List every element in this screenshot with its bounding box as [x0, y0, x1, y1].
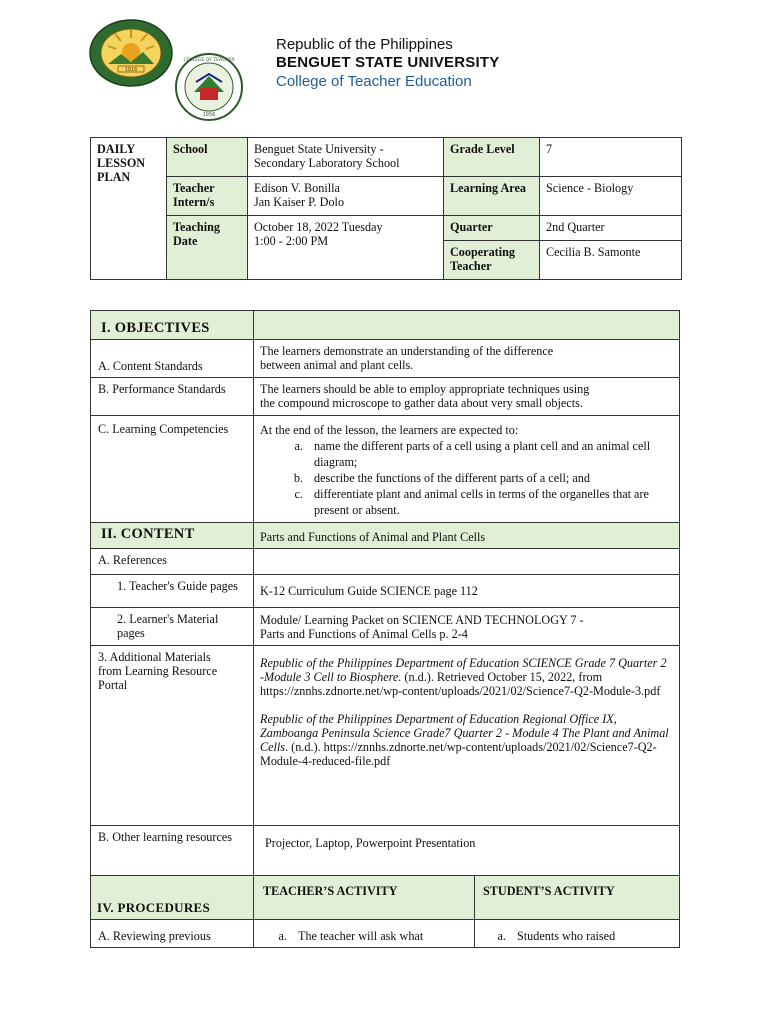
teacher-activity-item: a. The teacher will ask what — [290, 929, 468, 943]
other-resources-value: Projector, Laptop, Powerpoint Presentation — [254, 826, 680, 876]
additional-materials-value — [254, 646, 680, 826]
teachers-guide-value: K-12 Curriculum Guide SCIENCE page 112 — [254, 575, 680, 608]
learning-area-label: Learning Area — [444, 177, 540, 216]
objectives-heading: I. OBJECTIVES — [91, 311, 254, 340]
competency-item: a. name the different parts of a cell using a plant cell and an animal cell diagram; — [306, 438, 673, 470]
teaching-date-line-1: October 18, 2022 Tuesday — [254, 220, 383, 234]
lesson-plan-table — [90, 310, 680, 948]
references-blank — [254, 549, 680, 575]
citation-2-source: . (n.d.). https://znnhs.zdnorte.net/wp-content/uploads/2021/02/Science7-Q2-Module-4-reduced-file.pdf — [260, 740, 657, 768]
performance-standards-line-2: the compound microscope to gather data about very small objects. — [260, 396, 583, 410]
republic-heading: Republic of the Philippines — [276, 36, 453, 53]
teacher-intern-2: Jan Kaiser P. Dolo — [254, 195, 345, 209]
learners-material-line-1: Module/ Learning Packet on SCIENCE AND TECHNOLOGY 7 - — [260, 613, 584, 627]
cooperating-teacher-label: Cooperating Teacher — [444, 241, 540, 280]
grade-level-value: 7 — [540, 138, 682, 177]
citation-2 — [260, 712, 673, 768]
daily-lesson-plan-label: DAILY LESSON PLAN — [91, 138, 167, 280]
learning-competencies-label: C. Learning Competencies — [91, 416, 254, 523]
procedures-heading: IV. PROCEDURES — [91, 876, 254, 920]
citation-2-title: Republic of the Philippines Department of Education Regional Office IX, Zamboanga Peninsula Science Grade7 Quarter 2 - Module 4 The Plant and Animal Cells — [260, 712, 669, 754]
references-label: A. References — [91, 549, 254, 575]
additional-materials-label: 3. Additional Materials from Learning Resource Portal — [91, 646, 254, 826]
learning-area-value: Science - Biology — [540, 177, 682, 216]
performance-standards-label: B. Performance Standards — [91, 378, 254, 416]
performance-standards-line-1: The learners should be able to employ appropriate techniques using — [260, 382, 590, 396]
school-line-2: Secondary Laboratory School — [254, 156, 400, 170]
teachers-guide-label: 1. Teacher's Guide pages — [91, 575, 254, 608]
content-standards-value — [254, 340, 680, 378]
college-of-teacher-education-seal — [166, 52, 252, 122]
competency-item: c. differentiate plant and animal cells in terms of the organelles that are present or absent. — [306, 486, 673, 518]
competencies-intro: At the end of the lesson, the learners are expected to: — [260, 423, 519, 437]
benguet-state-university-seal — [88, 18, 174, 88]
university-name: BENGUET STATE UNIVERSITY — [276, 54, 500, 71]
learning-competencies-value — [254, 416, 680, 523]
svg-text:COLLEGE OF TEACHER: COLLEGE OF TEACHER — [183, 58, 235, 63]
reviewing-teacher-activity — [254, 920, 475, 948]
school-line-1: Benguet State University - — [254, 142, 384, 156]
svg-text:1956: 1956 — [202, 112, 216, 118]
content-standards-line-1: The learners demonstrate an understanding of the difference — [260, 344, 554, 358]
performance-standards-value — [254, 378, 680, 416]
teaching-date-label: Teaching Date — [167, 216, 248, 280]
content-standards-label: A. Content Standards — [91, 340, 254, 378]
teacher-intern-label: Teacher Intern/s — [167, 177, 248, 216]
citation-1 — [260, 656, 673, 698]
reviewing-previous-label: A. Reviewing previous — [91, 920, 254, 948]
learners-material-label: 2. Learner's Material pages — [91, 608, 254, 646]
citation-1-title: Republic of the Philippines Department of Education SCIENCE Grade 7 Quarter 2 -Module 3 Cell to Biosphere. — [260, 656, 667, 684]
college-name: College of Teacher Education — [276, 73, 472, 90]
teacher-intern-value — [248, 177, 444, 216]
learners-material-line-2: Parts and Functions of Animal Cells p. 2-4 — [260, 627, 468, 641]
objectives-heading-blank — [254, 311, 680, 340]
school-value — [248, 138, 444, 177]
cooperating-teacher-value: Cecilia B. Samonte — [540, 241, 682, 280]
student-activity-item: a. Students who raised — [509, 929, 673, 943]
teacher-activity-header: TEACHER’S ACTIVITY — [254, 876, 475, 920]
svg-text:1916: 1916 — [124, 67, 138, 73]
teaching-date-line-2: 1:00 - 2:00 PM — [254, 234, 329, 248]
student-activity-header: STUDENT’S ACTIVITY — [475, 876, 680, 920]
teacher-intern-1: Edison V. Bonilla — [254, 181, 340, 195]
quarter-label: Quarter — [444, 216, 540, 241]
content-topic: Parts and Functions of Animal and Plant Cells — [254, 523, 680, 549]
content-heading: II. CONTENT — [91, 523, 254, 549]
content-standards-line-2: between animal and plant cells. — [260, 358, 414, 372]
competency-item: b. describe the functions of the different parts of a cell; and — [306, 470, 673, 486]
lesson-info-table — [90, 137, 682, 280]
citation-1-source: (n.d.). Retrieved October 15, 2022, from https://znnhs.zdnorte.net/wp-content/uploads/2021/02/Science7-Q2-Module-3.pdf — [260, 670, 661, 698]
quarter-value: 2nd Quarter — [540, 216, 682, 241]
learners-material-value — [254, 608, 680, 646]
other-resources-label: B. Other learning resources — [91, 826, 254, 876]
teaching-date-value — [248, 216, 444, 280]
school-label: School — [167, 138, 248, 177]
competencies-list — [260, 438, 673, 518]
grade-level-label: Grade Level — [444, 138, 540, 177]
reviewing-student-activity — [475, 920, 680, 948]
